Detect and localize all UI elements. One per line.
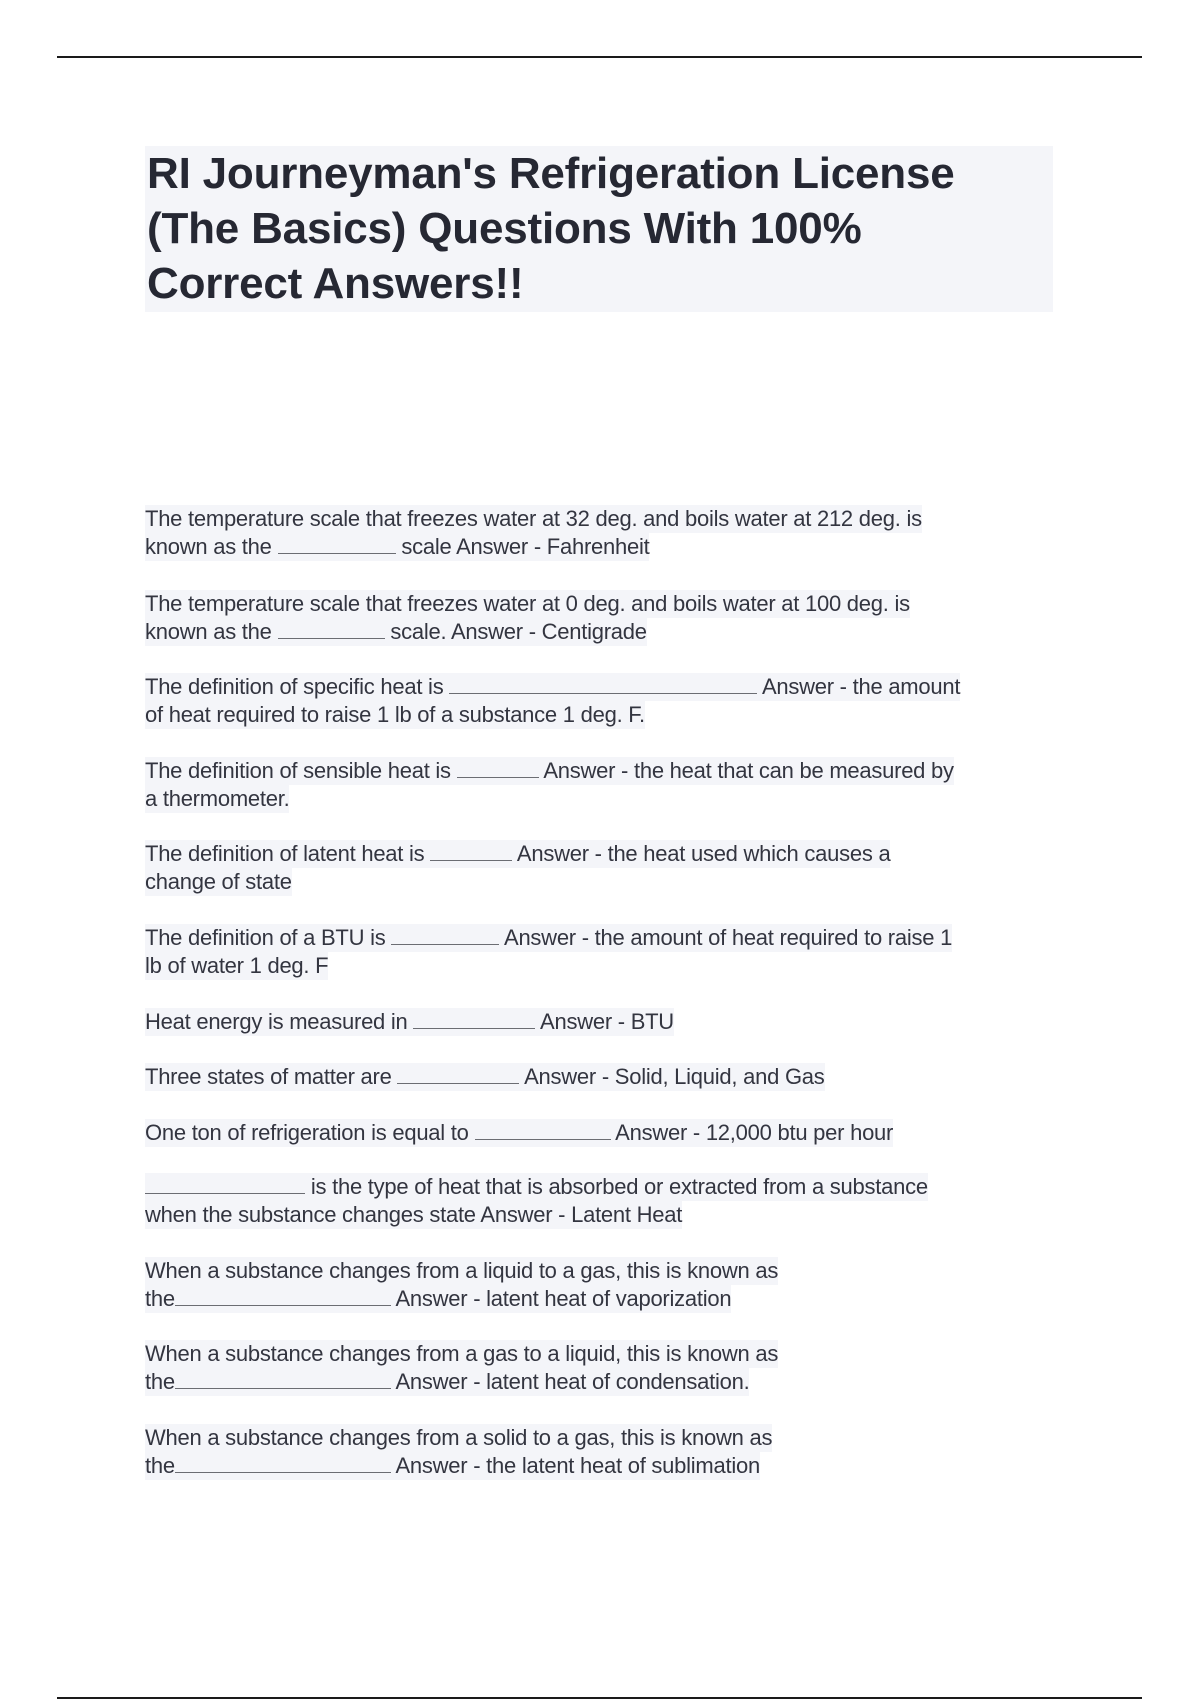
qa-text: Answer - BTU <box>535 1009 674 1034</box>
qa-line-wrap <box>145 1063 825 1091</box>
qa-text: Heat energy is measured in <box>145 1009 414 1034</box>
qa-line-wrap <box>145 840 890 868</box>
qa-line <box>145 840 890 868</box>
qa-text: of heat required to raise 1 lb of a substance 1 deg. F. <box>145 702 645 727</box>
qa-text: Answer - latent heat of vaporization <box>390 1286 732 1311</box>
answer-blank <box>175 1370 391 1389</box>
qa-item <box>145 1257 778 1313</box>
qa-line-wrap <box>145 1008 674 1036</box>
qa-text: Answer - 12,000 btu per hour <box>610 1120 894 1145</box>
qa-line-wrap <box>145 785 954 813</box>
answer-blank <box>175 1454 391 1473</box>
qa-line <box>145 1201 682 1229</box>
qa-item <box>145 1119 893 1147</box>
qa-line-wrap <box>145 1201 928 1229</box>
qa-line <box>145 1368 749 1396</box>
document-title <box>145 146 1053 311</box>
qa-item <box>145 924 952 980</box>
qa-item <box>145 1173 928 1229</box>
qa-line <box>145 505 922 533</box>
qa-line <box>145 1008 674 1036</box>
qa-line <box>145 1424 772 1452</box>
qa-text: Answer - the amount <box>757 674 961 699</box>
qa-line <box>145 673 960 701</box>
title-line-3: Correct Answers!! <box>147 259 524 308</box>
qa-line-wrap <box>145 590 910 618</box>
answer-blank <box>430 842 512 861</box>
qa-text: Answer - latent heat of condensation. <box>390 1369 750 1394</box>
answer-blank <box>457 759 539 778</box>
qa-text: a thermometer. <box>145 786 290 811</box>
qa-line-wrap <box>145 924 952 952</box>
qa-item <box>145 1063 825 1091</box>
qa-line-wrap <box>145 757 954 785</box>
qa-line <box>145 590 910 618</box>
qa-text: Answer - the latent heat of sublimation <box>390 1453 760 1478</box>
qa-text: the <box>145 1369 175 1394</box>
qa-line-wrap <box>145 1285 778 1313</box>
qa-text: the <box>145 1453 175 1478</box>
qa-line-wrap <box>145 618 910 646</box>
qa-line-wrap <box>145 1452 772 1480</box>
answer-blank <box>278 535 396 554</box>
qa-line <box>145 1063 825 1091</box>
qa-text: when the substance changes state Answer - Latent Heat <box>145 1202 683 1227</box>
answer-blank <box>413 1010 535 1029</box>
qa-line-wrap <box>145 1368 778 1396</box>
qa-line <box>145 1257 778 1285</box>
qa-text: Answer - the heat used which causes a <box>512 841 891 866</box>
qa-text: One ton of refrigeration is equal to <box>145 1120 475 1145</box>
qa-line <box>145 952 328 980</box>
qa-line-wrap <box>145 868 890 896</box>
qa-text: Three states of matter are <box>145 1064 398 1089</box>
qa-text: known as the <box>145 619 278 644</box>
qa-line <box>145 757 954 785</box>
qa-text: scale. Answer - Centigrade <box>384 619 647 644</box>
answer-blank <box>278 620 385 639</box>
qa-line-wrap <box>145 1340 778 1368</box>
answer-blank <box>175 1287 391 1306</box>
qa-line-wrap <box>145 701 960 729</box>
qa-item <box>145 840 890 896</box>
answer-blank <box>391 926 499 945</box>
qa-text: The definition of specific heat is <box>145 674 450 699</box>
qa-line <box>145 1173 928 1201</box>
answer-blank <box>145 1175 305 1194</box>
qa-item <box>145 590 910 646</box>
qa-text: Answer - the amount of heat required to raise 1 <box>499 925 953 950</box>
qa-item <box>145 1424 772 1480</box>
qa-line <box>145 868 292 896</box>
qa-line <box>145 1452 760 1480</box>
qa-text: known as the <box>145 534 278 559</box>
qa-line <box>145 533 649 561</box>
qa-line-wrap <box>145 1424 772 1452</box>
qa-line-wrap <box>145 1173 928 1201</box>
qa-line <box>145 618 647 646</box>
qa-line-wrap <box>145 1119 893 1147</box>
qa-line-wrap <box>145 673 960 701</box>
qa-text: When a substance changes from a gas to a liquid, this is known as <box>145 1341 779 1366</box>
qa-text: The definition of a BTU is <box>145 925 392 950</box>
qa-text: change of state <box>145 869 292 894</box>
qa-text: When a substance changes from a solid to a gas, this is known as <box>145 1425 773 1450</box>
qa-text: The definition of sensible heat is <box>145 758 457 783</box>
qa-item <box>145 673 960 729</box>
title-block <box>145 146 1053 312</box>
qa-item <box>145 757 954 813</box>
qa-line <box>145 785 289 813</box>
qa-line <box>145 1285 731 1313</box>
qa-line-wrap <box>145 533 922 561</box>
bottom-rule <box>57 1697 1142 1699</box>
qa-line <box>145 701 645 729</box>
qa-text: is the type of heat that is absorbed or extracted from a substance <box>305 1174 928 1199</box>
answer-blank <box>397 1065 519 1084</box>
qa-text: The temperature scale that freezes water at 32 deg. and boils water at 212 deg. is <box>145 506 922 531</box>
qa-item <box>145 1008 674 1036</box>
qa-line <box>145 1340 778 1368</box>
qa-text: The definition of latent heat is <box>145 841 431 866</box>
qa-line <box>145 1119 893 1147</box>
qa-text: Answer - the heat that can be measured by <box>538 758 954 783</box>
qa-text: the <box>145 1286 175 1311</box>
qa-line-wrap <box>145 505 922 533</box>
qa-text: lb of water 1 deg. F <box>145 953 329 978</box>
qa-line-wrap <box>145 1257 778 1285</box>
title-line-2: (The Basics) Questions With 100% <box>147 204 862 253</box>
qa-line-wrap <box>145 952 952 980</box>
answer-blank <box>475 1121 611 1140</box>
qa-item <box>145 1340 778 1396</box>
title-line-1: RI Journeyman's Refrigeration License <box>147 149 955 198</box>
qa-text: When a substance changes from a liquid to a gas, this is known as <box>145 1258 779 1283</box>
qa-text: scale Answer - Fahrenheit <box>395 534 650 559</box>
qa-text: Answer - Solid, Liquid, and Gas <box>519 1064 825 1089</box>
qa-item <box>145 505 922 561</box>
top-rule <box>57 56 1142 58</box>
qa-text: The temperature scale that freezes water at 0 deg. and boils water at 100 deg. is <box>145 591 910 616</box>
answer-blank <box>449 675 757 694</box>
qa-line <box>145 924 952 952</box>
